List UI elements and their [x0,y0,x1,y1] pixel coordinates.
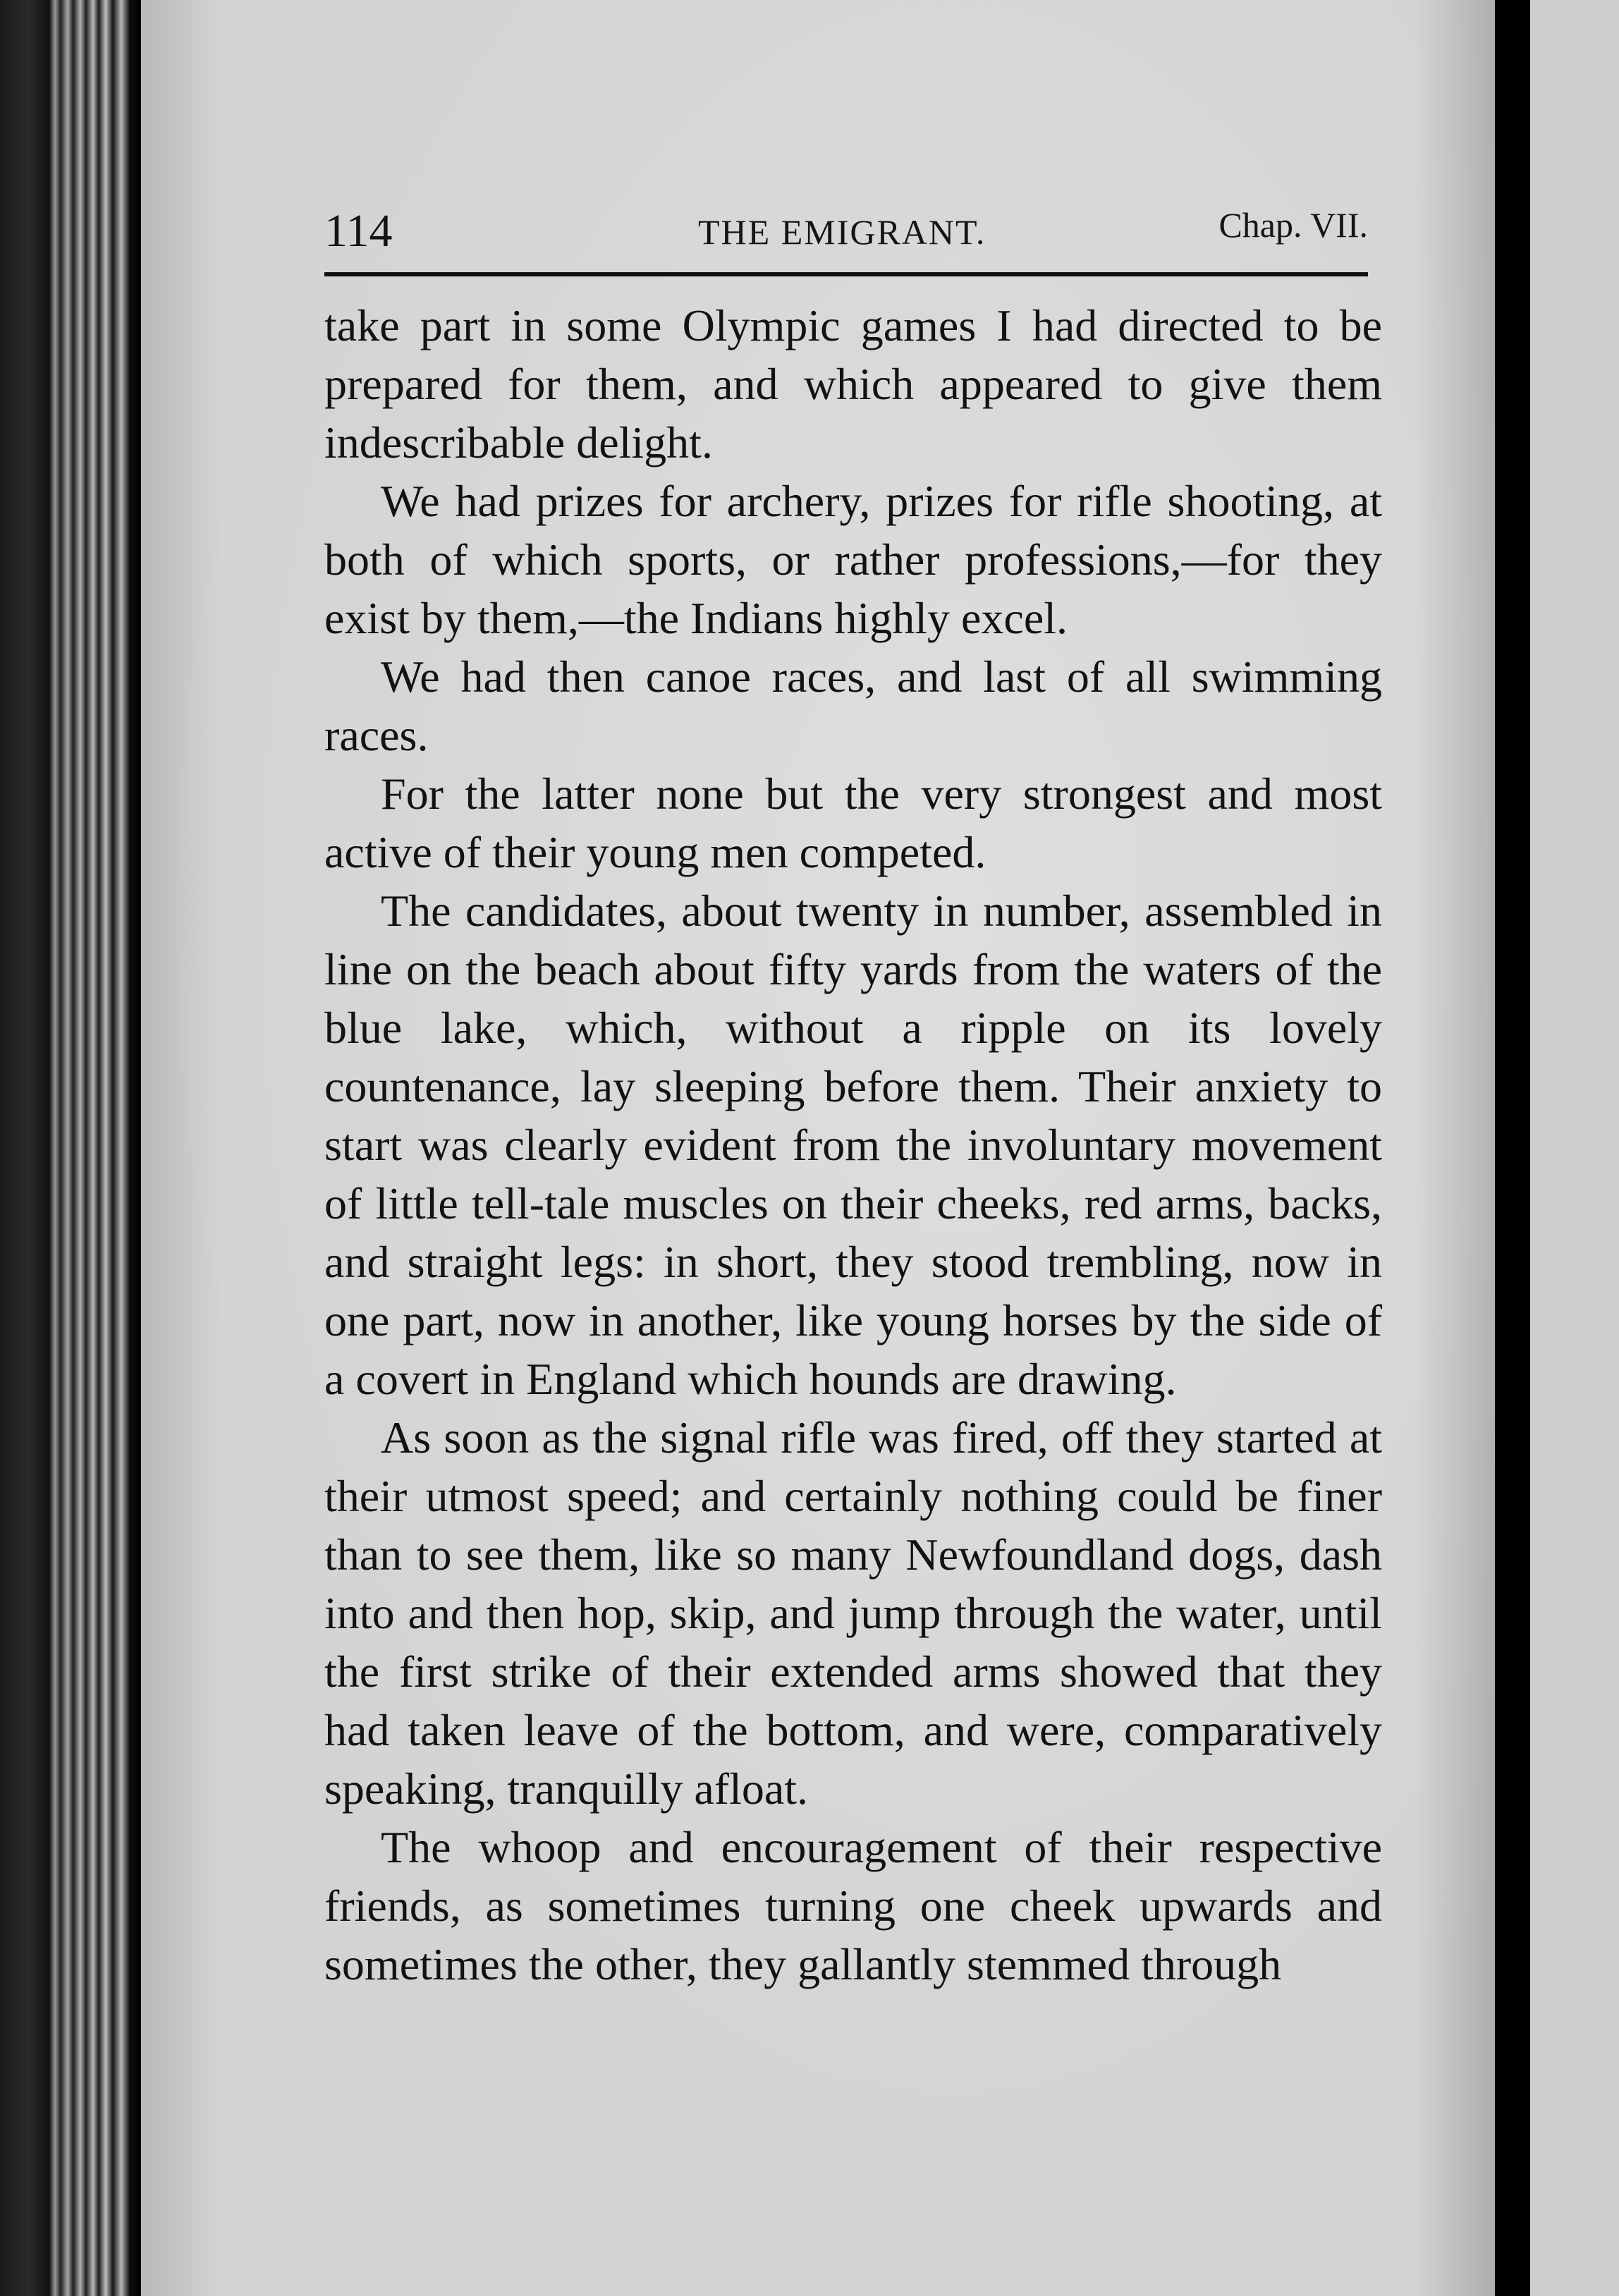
running-title: THE EMIGRANT. [698,212,986,252]
paragraph: For the latter none but the very strongest and most active of their young men competed. [324,769,1382,877]
page-number: 114 [324,205,393,257]
paragraph: The whoop and encouragement of their respective friends, as sometimes turning one cheek upwards and sometimes the other, they gallantly stemmed through [324,1822,1382,1989]
chapter-label: Chap. VII. [1218,205,1368,245]
scan-left-edge [0,0,141,2296]
header-rule [324,272,1368,276]
paragraph: take part in some Olympic games I had directed to be prepared for them, and which appeared to give them indescribable delight. [324,300,1382,468]
paragraph: As soon as the signal rifle was fired, off they started at their utmost speed; and certainly nothing could be finer than to see them, like so many Newfoundland dogs, dash into and then hop, skip, and jump through the water, until the first strike of their extended arms showed that they had taken leave of the bottom, and were, comparatively speaking, tranquilly afloat. [324,1412,1382,1814]
paragraph: We had then canoe races, and last of all swimming races. [324,652,1382,760]
paragraph: The candidates, about twenty in number, assembled in line on the beach about fifty yards from the waters of the blue lake, which, without a ripple on its lovely countenance, lay sleeping before them. Their anxiety to start was clearly evident from the involuntary movement of little tell-tale muscles on their cheeks, red arms, backs, and straight legs: in short, they stood trembling, now in one part, now in another, like young horses by the side of a covert in England which hounds are drawing. [324,886,1382,1404]
paragraph: We had prizes for archery, prizes for rifle shooting, at both of which sports, or rather professions,—for they exist by them,—the Indians highly excel. [324,476,1382,643]
page-header [324,204,1368,261]
facing-page-edge [1530,0,1619,2296]
book-gutter [1495,0,1530,2296]
body-text [324,296,1382,1993]
